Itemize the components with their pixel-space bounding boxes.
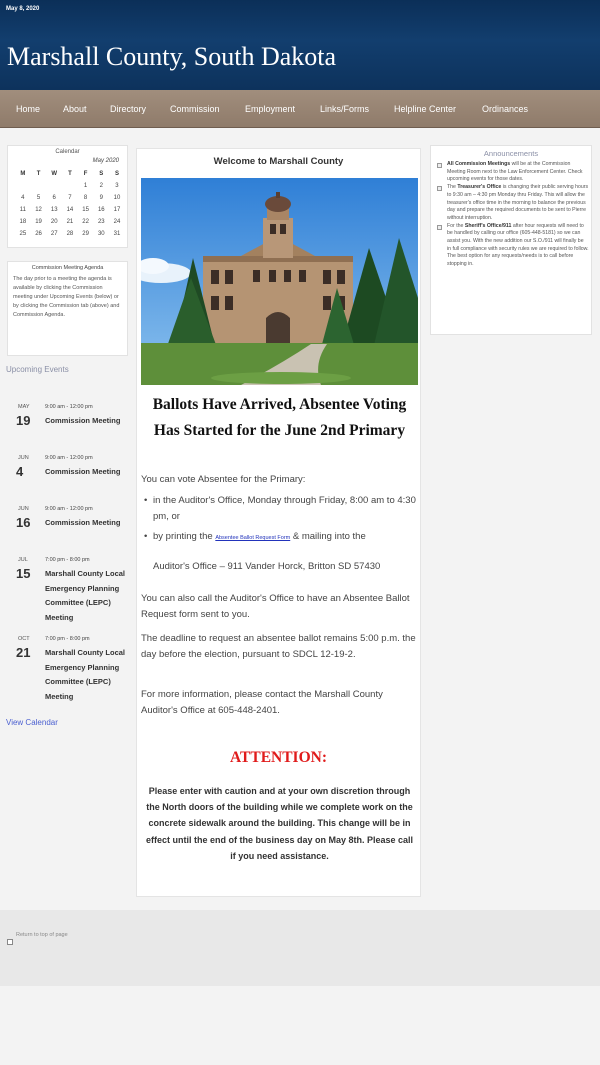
calendar-day[interactable]: 16 [97, 207, 105, 213]
calendar-day[interactable]: 21 [66, 219, 74, 225]
announcement-text: after hour requests will need to be handled by calling our office (605-448-5181) so we can assist you. With the new addition our S.O./911 will finally be in full compliance with security rules we are required to follow. The best option for any requests/needs is to call before stopping in. [447, 222, 589, 268]
calendar-day[interactable]: 27 [50, 231, 58, 237]
calendar-weekday: S [99, 171, 104, 177]
agenda-box [7, 261, 128, 356]
calendar-day[interactable] [62, 180, 78, 192]
calendar-day[interactable]: 8 [83, 195, 88, 201]
bullet-icon [437, 186, 442, 191]
calendar-day[interactable]: 28 [66, 231, 74, 237]
event-day: 4 [16, 464, 24, 479]
calendar-week-row [15, 228, 125, 240]
nav-item-commission[interactable]: Commission [170, 104, 220, 114]
announcements-title: Announcements [483, 149, 539, 158]
calendar-day[interactable]: 31 [113, 231, 121, 237]
main-nav [0, 90, 600, 128]
calendar-weekday: T [68, 171, 72, 177]
event-month: JUN [18, 455, 29, 461]
event-day: 15 [16, 566, 31, 581]
calendar-day[interactable]: 30 [97, 231, 105, 237]
calendar-day[interactable]: 5 [36, 195, 41, 201]
announcement-bold: All Commission Meetings [447, 161, 511, 167]
event-title-link[interactable]: Marshall County Local Emergency Planning Committee (LEPC) Meeting [45, 569, 126, 622]
vote-option-office: in the Auditor's Office, Monday through Friday, 8:00 am to 4:30 pm, or [153, 495, 416, 522]
return-to-top-link[interactable]: Return to top of page [16, 932, 68, 938]
calendar-day[interactable]: 22 [82, 219, 89, 225]
calendar-day[interactable]: 2 [99, 183, 103, 189]
calendar-grid [15, 168, 125, 240]
intro-text: You can vote Absentee for the Primary: [141, 474, 306, 485]
calendar-day[interactable]: 12 [35, 207, 42, 213]
vote-option-mail-before: by printing the [153, 531, 216, 542]
construction-notice: Please enter with caution and at your own discretion through the North doors of the building while we complete work on the concrete sidewalk around the building. This change will be in effect until the end of the business day on May 8th. Please call if you need assistance. [145, 786, 414, 861]
nav-item-about[interactable]: About [63, 104, 87, 114]
bullet-icon [437, 163, 442, 168]
calendar-heading: Calendar [55, 149, 80, 155]
view-calendar-link[interactable]: View Calendar [6, 718, 58, 727]
calendar-day[interactable]: 13 [50, 207, 58, 213]
calendar-day[interactable]: 7 [68, 195, 72, 201]
calendar-weekday: F [83, 171, 88, 177]
calendar-day[interactable]: 14 [66, 207, 74, 213]
list-item [437, 184, 589, 223]
nav-item-links-forms[interactable]: Links/Forms [320, 104, 370, 114]
event-title-link[interactable]: Marshall County Local Emergency Planning Committee (LEPC) Meeting [45, 648, 126, 701]
calendar-day[interactable]: 26 [35, 231, 42, 237]
event-day: 16 [16, 515, 31, 530]
nav-item-helpline-center[interactable]: Helpline Center [394, 104, 457, 114]
calendar-day[interactable]: 24 [113, 219, 121, 225]
call-auditor-text: You can also call the Auditor's Office to have an Absentee Ballot Request form sent to you. [141, 593, 410, 620]
nav-item-employment[interactable]: Employment [245, 104, 296, 114]
vote-options-list [141, 493, 418, 550]
calendar-day[interactable]: 9 [99, 195, 103, 201]
list-item [141, 493, 418, 525]
calendar-day[interactable]: 4 [21, 195, 25, 201]
event-title-link[interactable]: Commission Meeting [45, 416, 121, 425]
site-footer [0, 910, 600, 986]
upcoming-events-heading: Upcoming Events [6, 365, 69, 374]
calendar-month: May 2020 [92, 158, 119, 164]
site-title[interactable]: Marshall County, South Dakota [7, 42, 337, 71]
announcement-text: is changing their public serving hours to 9:30 am – 4:30 pm Monday thru Friday. This will allow the treasurer's office time in the morning to balance the previous day and prepare the required documents to be sent to Pierre without interruption. [447, 184, 589, 221]
announcement-text: will be at the Commission Meeting Room next to the Law Enforcement Center. Check upcoming events for those dates. [447, 161, 583, 183]
list-item [437, 161, 589, 184]
calendar-weekday: M [20, 171, 26, 177]
announcement-bold: Treasurer's Office [457, 184, 502, 191]
announcement-prefix: The [447, 184, 458, 191]
contact-text: For more information, please contact the Marshall County Auditor's Office at 605-448-2401. [141, 689, 383, 716]
calendar-week-row [15, 216, 125, 228]
agenda-text: The day prior to a meeting the agenda is available by clicking the Commission meeting under Upcoming Events (below) or by clicking the Commission tab (above) and Commission Agenda. [13, 276, 120, 318]
return-top-icon[interactable] [7, 939, 13, 945]
calendar-day[interactable]: 18 [19, 219, 27, 225]
calendar-week-row [15, 180, 125, 192]
deadline-text: The deadline to request an absentee ballot remains 5:00 p.m. the day before the election, pursuant to SDCL 12-19-2. [141, 633, 416, 660]
calendar-weekday: W [51, 171, 58, 177]
nav-item-home[interactable]: Home [16, 104, 41, 114]
agenda-title: Commission Meeting Agenda [31, 265, 104, 271]
event-time: 7:00 pm - 8:00 pm [45, 557, 90, 563]
calendar-day[interactable]: 6 [52, 195, 56, 201]
calendar-day[interactable]: 25 [19, 231, 27, 237]
attention-heading: ATTENTION: [229, 749, 328, 766]
announcements-list [437, 161, 589, 269]
calendar-day[interactable]: 29 [82, 231, 89, 237]
calendar-day[interactable]: 11 [19, 207, 26, 213]
article-headline: Ballots Have Arrived, Absentee Voting Has Started for the June 2nd Primary [152, 396, 407, 439]
calendar-day[interactable] [15, 180, 31, 192]
event-month: MAY [18, 404, 30, 410]
main-content [136, 148, 421, 897]
site-header [0, 0, 600, 90]
calendar-week-row [15, 204, 125, 216]
list-item [437, 223, 589, 269]
announcements-box [430, 145, 592, 335]
calendar-day[interactable]: 17 [113, 207, 121, 213]
nav-item-directory[interactable]: Directory [110, 104, 147, 114]
calendar-weekday: T [36, 171, 41, 177]
calendar-day[interactable]: 1 [83, 183, 88, 189]
event-day: 19 [16, 413, 31, 428]
event-month: OCT [18, 636, 30, 642]
calendar-day[interactable] [46, 180, 62, 192]
event-time: 9:00 am - 12:00 pm [45, 506, 93, 512]
calendar-day[interactable]: 19 [35, 219, 42, 225]
calendar-day[interactable]: 3 [115, 183, 119, 189]
event-title-link[interactable]: Commission Meeting [45, 518, 121, 527]
vote-option-mail-after: & mailing into the [290, 531, 366, 542]
current-date: May 8, 2020 [6, 6, 40, 12]
calendar-weekday: S [114, 171, 119, 177]
courthouse-photo [141, 178, 418, 385]
calendar-day[interactable]: 10 [113, 195, 121, 201]
event-time: 9:00 am - 12:00 pm [45, 455, 93, 461]
auditor-address: Auditor's Office – 911 Vander Horck, Britton SD 57430 [153, 561, 381, 572]
calendar-weekday-row [15, 168, 125, 180]
calendar-day[interactable] [31, 180, 47, 192]
welcome-heading: Welcome to Marshall County [213, 156, 344, 167]
calendar-day[interactable]: 15 [82, 207, 89, 213]
event-day: 21 [16, 645, 31, 660]
nav-item-ordinances[interactable]: Ordinances [482, 104, 529, 114]
list-item [141, 529, 418, 546]
event-month: JUL [18, 557, 28, 563]
calendar-day[interactable]: 20 [50, 219, 58, 225]
announcement-bold: Sheriff's Office/911 [464, 222, 512, 229]
announcement-prefix: For the [447, 222, 465, 229]
bullet-icon [437, 225, 442, 230]
event-time: 9:00 am - 12:00 pm [45, 404, 93, 410]
absentee-ballot-request-form-link[interactable]: Absentee Ballot Request Form [215, 535, 291, 541]
event-month: JUN [18, 506, 29, 512]
calendar-day[interactable]: 23 [97, 219, 105, 225]
calendar-week-row [15, 192, 125, 204]
event-time: 7:00 pm - 8:00 pm [45, 636, 90, 642]
event-title-link[interactable]: Commission Meeting [45, 467, 121, 476]
calendar-widget [7, 145, 128, 248]
